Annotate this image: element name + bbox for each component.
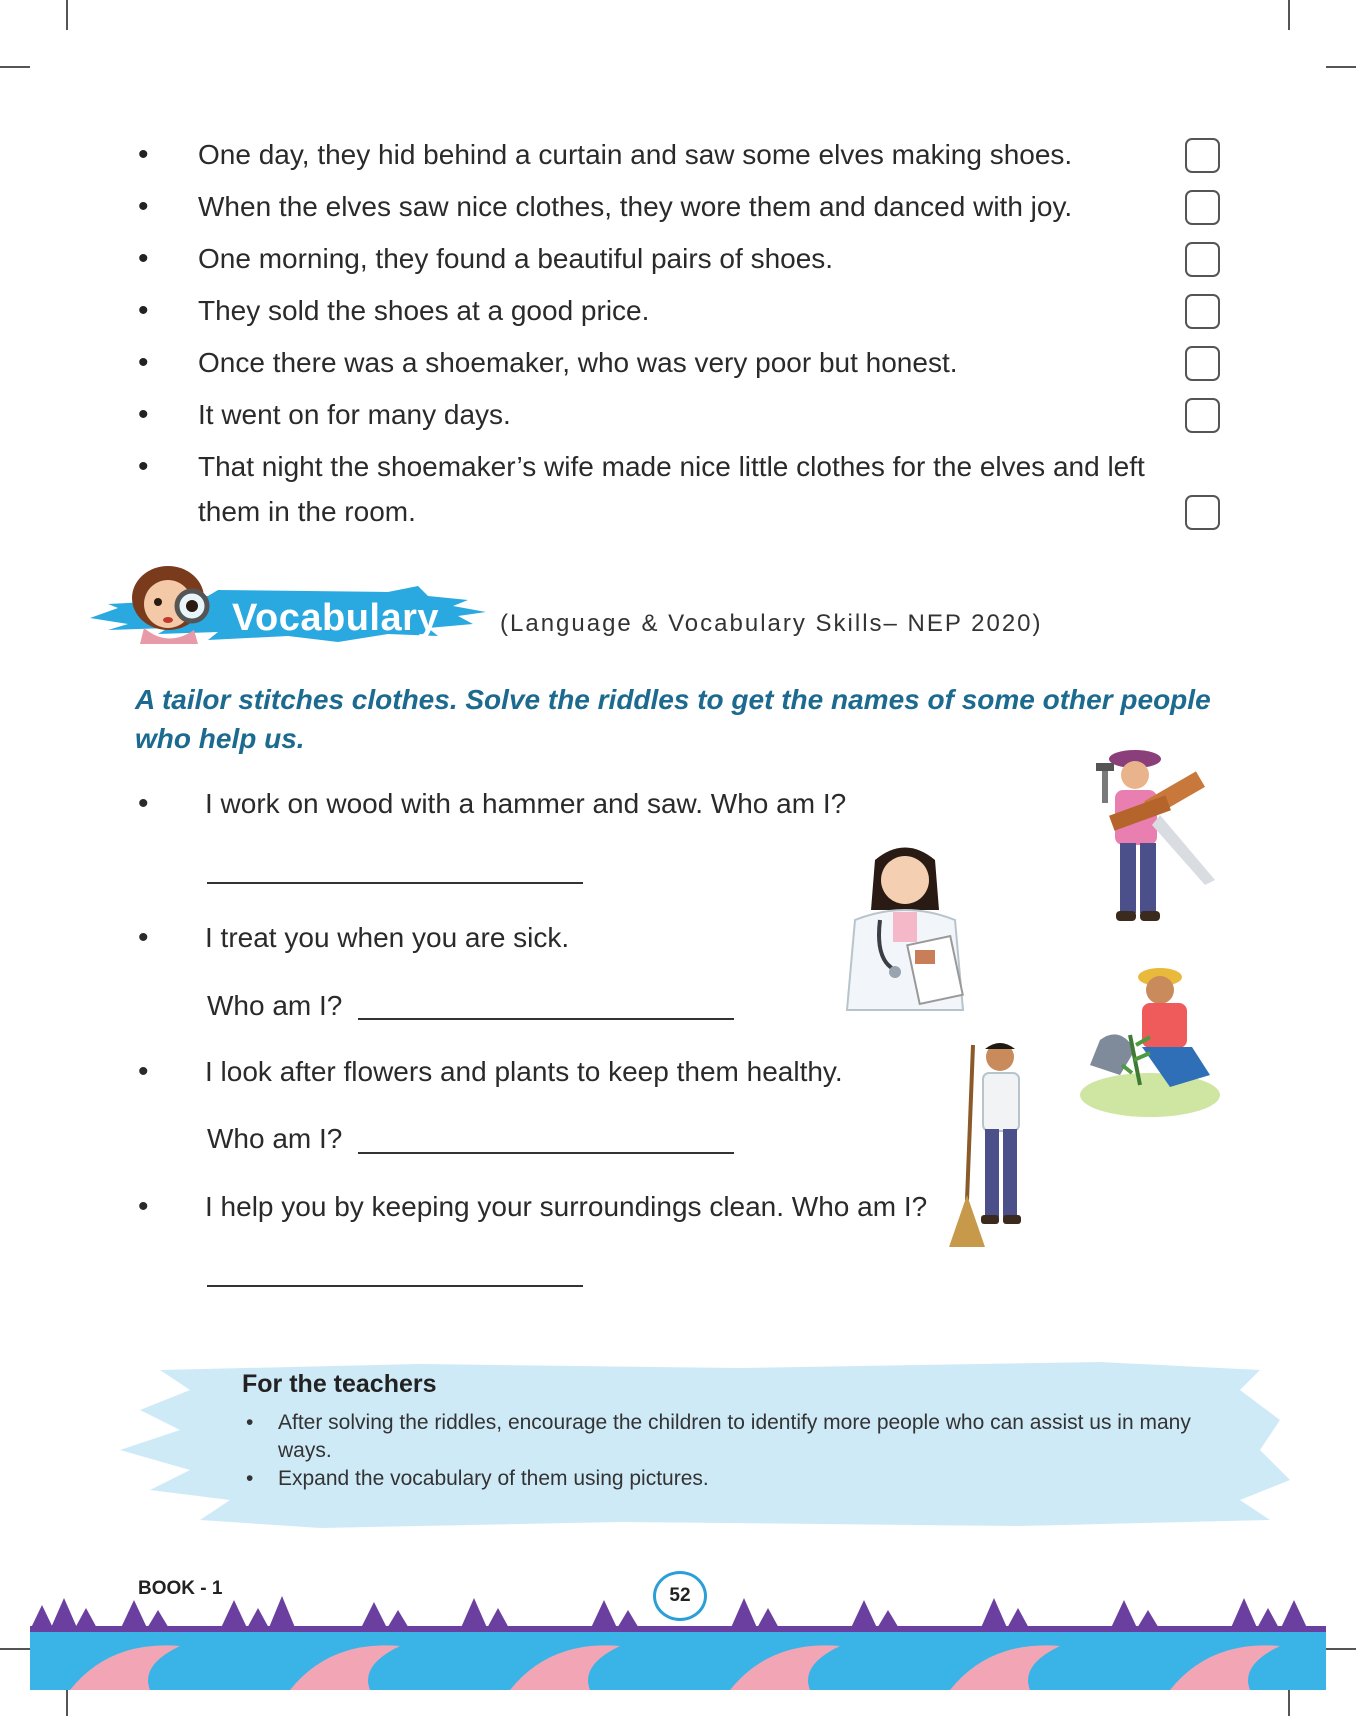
crop-mark xyxy=(0,1648,30,1650)
teacher-note-title: For the teachers xyxy=(242,1370,437,1398)
sequence-text: • That night the shoemaker’s wife made nice little clothes for the elves and left them in the room. xyxy=(198,451,1145,527)
list-item: • Expand the vocabulary of them using pictures. xyxy=(242,1465,1192,1493)
doctor-illustration xyxy=(835,840,975,1035)
vocabulary-title: Vocabulary xyxy=(232,597,440,639)
crop-mark xyxy=(0,66,30,68)
crop-mark xyxy=(1326,66,1356,68)
answer-line[interactable] xyxy=(207,882,583,884)
sequence-text: • They sold the shoes at a good price. xyxy=(198,295,650,326)
list-item xyxy=(130,392,1220,437)
list-item xyxy=(130,288,1220,333)
carpenter-illustration xyxy=(1090,745,1225,935)
list-item: • After solving the riddles, encourage the children to identify more people who can assist us in many ways. xyxy=(242,1409,1192,1465)
sequence-text: • One day, they hid behind a curtain and saw some elves making shoes. xyxy=(198,139,1073,170)
crop-mark xyxy=(66,0,68,30)
order-checkbox[interactable] xyxy=(1185,346,1220,381)
sequence-text: • Once there was a shoemaker, who was very poor but honest. xyxy=(198,347,958,378)
order-checkbox[interactable] xyxy=(1185,242,1220,277)
riddle-question: I treat you when you are sick. xyxy=(205,922,570,953)
vocabulary-skills: (Language & Vocabulary Skills– NEP 2020) xyxy=(500,610,1043,637)
list-item xyxy=(130,184,1220,229)
story-sequence-list xyxy=(130,132,1220,541)
gardener-illustration xyxy=(1070,955,1230,1120)
bullet: • xyxy=(138,787,149,820)
book-label: BOOK - 1 xyxy=(138,1578,223,1599)
order-checkbox[interactable] xyxy=(1185,190,1220,225)
riddle-question: I look after flowers and plants to keep them healthy. xyxy=(205,1056,843,1087)
answer-line[interactable] xyxy=(358,1152,734,1154)
page-number: 52 xyxy=(653,1571,707,1621)
crop-mark xyxy=(1326,1648,1356,1650)
order-checkbox[interactable] xyxy=(1185,398,1220,433)
riddle-question: I help you by keeping your surroundings clean. Who am I? xyxy=(205,1191,928,1222)
riddle-prompt: Who am I? xyxy=(207,990,343,1021)
riddle-prompt: Who am I? xyxy=(207,1123,343,1154)
crop-mark xyxy=(1288,1686,1290,1716)
sequence-text: • When the elves saw nice clothes, they wore them and danced with joy. xyxy=(198,191,1073,222)
list-item xyxy=(130,444,1220,534)
bullet: • xyxy=(138,921,149,954)
sequence-text: • One morning, they found a beautiful pairs of shoes. xyxy=(198,243,834,274)
order-checkbox[interactable] xyxy=(1185,294,1220,329)
sweeper-illustration xyxy=(945,1035,1050,1250)
riddle-question: I work on wood with a hammer and saw. Who am I? xyxy=(205,788,847,819)
order-checkbox[interactable] xyxy=(1185,138,1220,173)
answer-line[interactable] xyxy=(358,1018,734,1020)
crop-mark xyxy=(1288,0,1290,30)
list-item xyxy=(130,236,1220,281)
list-item xyxy=(130,340,1220,385)
riddle-instruction: A tailor stitches clothes. Solve the riddles to get the names of some other people who help us. xyxy=(135,684,1211,754)
bullet: • xyxy=(138,1055,149,1088)
list-item xyxy=(130,132,1220,177)
answer-line[interactable] xyxy=(207,1285,583,1287)
crop-mark xyxy=(66,1686,68,1716)
sequence-text: • It went on for many days. xyxy=(198,399,511,430)
teacher-note-list xyxy=(242,1409,1192,1493)
order-checkbox[interactable] xyxy=(1185,495,1220,530)
bullet: • xyxy=(138,1190,149,1223)
